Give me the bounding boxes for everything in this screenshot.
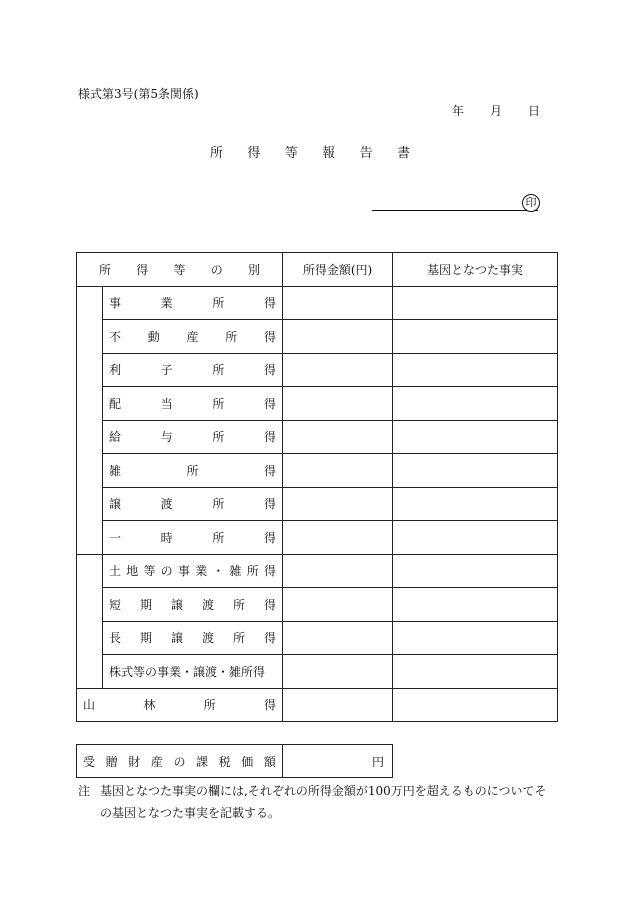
- income-type-label: 給 与 所 得: [103, 420, 283, 454]
- amount-field[interactable]: [283, 353, 393, 387]
- table-row: [77, 554, 558, 588]
- amount-field[interactable]: [283, 454, 393, 488]
- income-type-label: 長 期 譲 渡 所 得: [103, 621, 283, 655]
- fact-field[interactable]: [393, 487, 558, 521]
- amount-field[interactable]: [283, 554, 393, 588]
- date-line: [452, 102, 540, 119]
- fact-field[interactable]: [393, 688, 558, 722]
- fact-field[interactable]: [393, 320, 558, 354]
- month-label: 月: [489, 104, 502, 118]
- table-row: [77, 487, 558, 521]
- amount-field[interactable]: [283, 420, 393, 454]
- fact-field[interactable]: [393, 588, 558, 622]
- fact-field[interactable]: [393, 621, 558, 655]
- fact-field[interactable]: [393, 387, 558, 421]
- footnote: [78, 780, 558, 824]
- amount-field[interactable]: [283, 320, 393, 354]
- amount-header: 所得金額(円): [283, 253, 393, 287]
- table-row: [77, 454, 558, 488]
- income-type-label: 株式等の事業・譲渡・雑所得: [103, 655, 283, 689]
- income-table: [76, 252, 558, 722]
- amount-field[interactable]: [283, 655, 393, 689]
- fact-field[interactable]: [393, 655, 558, 689]
- amount-field[interactable]: [283, 387, 393, 421]
- income-type-label: 事 業 所 得: [103, 286, 283, 320]
- fact-header: 基因となつた事実: [393, 253, 558, 287]
- fact-field[interactable]: [393, 554, 558, 588]
- income-type-label: 配 当 所 得: [103, 387, 283, 421]
- category-header: 所 得 等 の 別: [77, 253, 283, 287]
- fact-field[interactable]: [393, 420, 558, 454]
- seal-mark: 印: [522, 194, 540, 212]
- day-label: 日: [527, 104, 540, 118]
- fact-field[interactable]: [393, 521, 558, 555]
- income-type-label: 一 時 所 得: [103, 521, 283, 555]
- table-row: [77, 286, 558, 320]
- amount-field[interactable]: [283, 286, 393, 320]
- amount-field[interactable]: [283, 487, 393, 521]
- amount-field[interactable]: [283, 688, 393, 722]
- note-text: 基因となつた事実の欄には,それぞれの所得金額が100万円を超えるものについてその基因となつた事実を記載する。: [100, 784, 547, 820]
- income-type-label: 利 子 所 得: [103, 353, 283, 387]
- amount-field[interactable]: [283, 588, 393, 622]
- fact-field[interactable]: [393, 353, 558, 387]
- income-type-label: 不 動 産 所 得: [103, 320, 283, 354]
- page-title: 所 得 等 報 告 書: [210, 146, 410, 161]
- year-label: 年: [452, 104, 465, 118]
- income-type-label: 譲 渡 所 得: [103, 487, 283, 521]
- table-row: [77, 420, 558, 454]
- fact-field[interactable]: [393, 286, 558, 320]
- gift-label: 受 贈 財 産 の 課 税 価 額: [77, 745, 283, 778]
- group-bracket: [77, 554, 103, 688]
- amount-field[interactable]: [283, 521, 393, 555]
- amount-field[interactable]: [283, 621, 393, 655]
- group-bracket: [77, 286, 103, 554]
- gift-value-table: [76, 744, 393, 778]
- table-row: [77, 521, 558, 555]
- signature-line[interactable]: [372, 210, 538, 211]
- table-row: [77, 588, 558, 622]
- header-row: [77, 253, 558, 287]
- income-type-label: 短 期 譲 渡 所 得: [103, 588, 283, 622]
- table-row: [77, 353, 558, 387]
- table-row: [77, 320, 558, 354]
- table-row: [77, 387, 558, 421]
- forest-income-label: 山 林 所 得: [77, 688, 283, 722]
- table-row: [77, 688, 558, 722]
- note-label: 注: [78, 784, 91, 798]
- table-row: [77, 621, 558, 655]
- gift-amount-field[interactable]: 円: [283, 745, 393, 778]
- table-row: [77, 655, 558, 689]
- fact-field[interactable]: [393, 454, 558, 488]
- income-type-label: 土 地 等 の 事 業 ・ 雑 所 得: [103, 554, 283, 588]
- income-type-label: 雑 所 得: [103, 454, 283, 488]
- form-number: 様式第3号(第5条関係): [78, 87, 199, 101]
